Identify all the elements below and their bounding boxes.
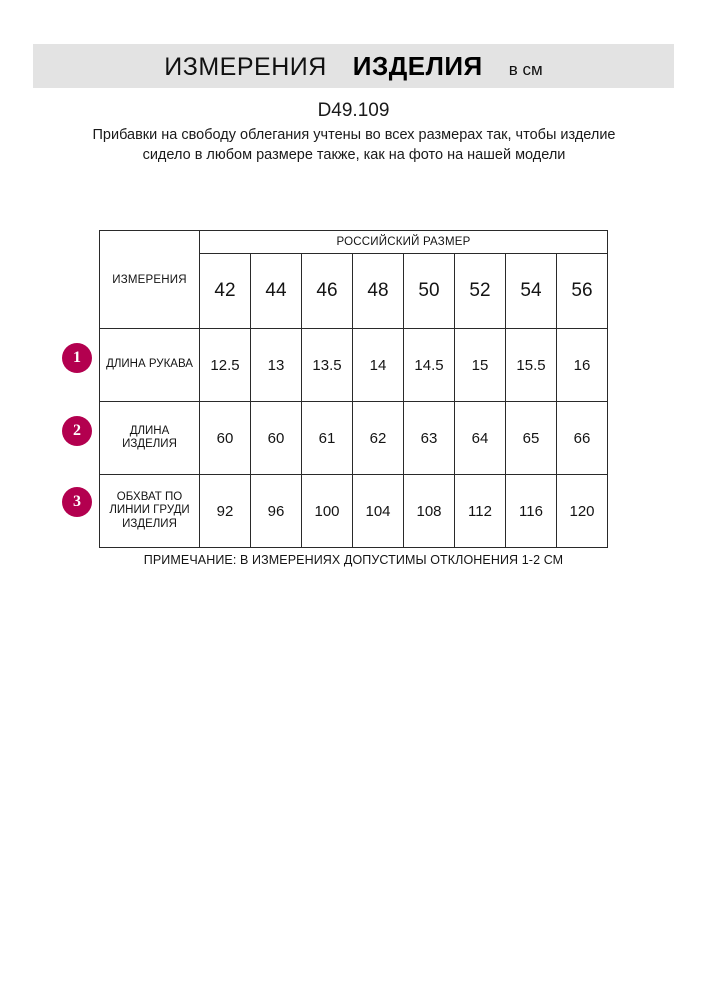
cell-sleeve-46: 13.5 (302, 329, 353, 402)
measurements-header-cell: ИЗМЕРЕНИЯ (100, 231, 200, 329)
russian-size-header-cell: РОССИЙСКИЙ РАЗМЕР (200, 231, 608, 254)
row-marker-3: 3 (62, 487, 92, 517)
intro-text: Прибавки на свободу облегания учтены во всех размерах так, чтобы изделие сидело в любом размере также, как на фото на нашей модели (92, 127, 616, 163)
article-code: D49.109 (317, 100, 390, 121)
cell-length-54: 65 (506, 402, 557, 475)
size-cell-44: 44 (251, 254, 302, 329)
row-marker-1: 1 (62, 343, 92, 373)
cell-length-48: 62 (353, 402, 404, 475)
table-row (100, 329, 608, 402)
cell-length-50: 63 (404, 402, 455, 475)
cell-sleeve-44: 13 (251, 329, 302, 402)
note-text: ПРИМЕЧАНИЕ: В ИЗМЕРЕНИЯХ ДОПУСТИМЫ ОТКЛОНЕНИЯ 1-2 СМ (143, 553, 564, 567)
size-cell-56: 56 (557, 254, 608, 329)
cell-length-44: 60 (251, 402, 302, 475)
header-title-group (164, 51, 542, 82)
cell-chest-52: 112 (455, 475, 506, 548)
cell-chest-46: 100 (302, 475, 353, 548)
header-band (33, 44, 674, 88)
table-row-group-header (100, 231, 608, 254)
row-label-chest-girth: ОБХВАТ ПО ЛИНИИ ГРУДИ ИЗДЕЛИЯ (100, 475, 200, 548)
cell-sleeve-48: 14 (353, 329, 404, 402)
cell-chest-54: 116 (506, 475, 557, 548)
size-table-wrapper (99, 230, 608, 548)
cell-sleeve-52: 15 (455, 329, 506, 402)
cell-chest-50: 108 (404, 475, 455, 548)
cell-sleeve-56: 16 (557, 329, 608, 402)
row-label-sleeve-length: ДЛИНА РУКАВА (100, 329, 200, 402)
cell-length-56: 66 (557, 402, 608, 475)
cell-length-52: 64 (455, 402, 506, 475)
cell-length-46: 61 (302, 402, 353, 475)
cell-chest-56: 120 (557, 475, 608, 548)
cell-sleeve-54: 15.5 (506, 329, 557, 402)
cell-chest-48: 104 (353, 475, 404, 548)
size-cell-42: 42 (200, 254, 251, 329)
size-cell-48: 48 (353, 254, 404, 329)
size-cell-50: 50 (404, 254, 455, 329)
table-row (100, 402, 608, 475)
size-cell-54: 54 (506, 254, 557, 329)
cell-sleeve-50: 14.5 (404, 329, 455, 402)
cell-length-42: 60 (200, 402, 251, 475)
size-table (99, 230, 608, 548)
header-title-units: в см (508, 59, 543, 79)
row-label-product-length: ДЛИНА ИЗДЕЛИЯ (100, 402, 200, 475)
size-cell-46: 46 (302, 254, 353, 329)
cell-chest-42: 92 (200, 475, 251, 548)
row-marker-2: 2 (62, 416, 92, 446)
table-row (100, 475, 608, 548)
size-cell-52: 52 (455, 254, 506, 329)
cell-chest-44: 96 (251, 475, 302, 548)
header-title-product: ИЗДЕЛИЯ (352, 50, 483, 81)
cell-sleeve-42: 12.5 (200, 329, 251, 402)
header-title-measurements: ИЗМЕРЕНИЯ (164, 52, 327, 81)
